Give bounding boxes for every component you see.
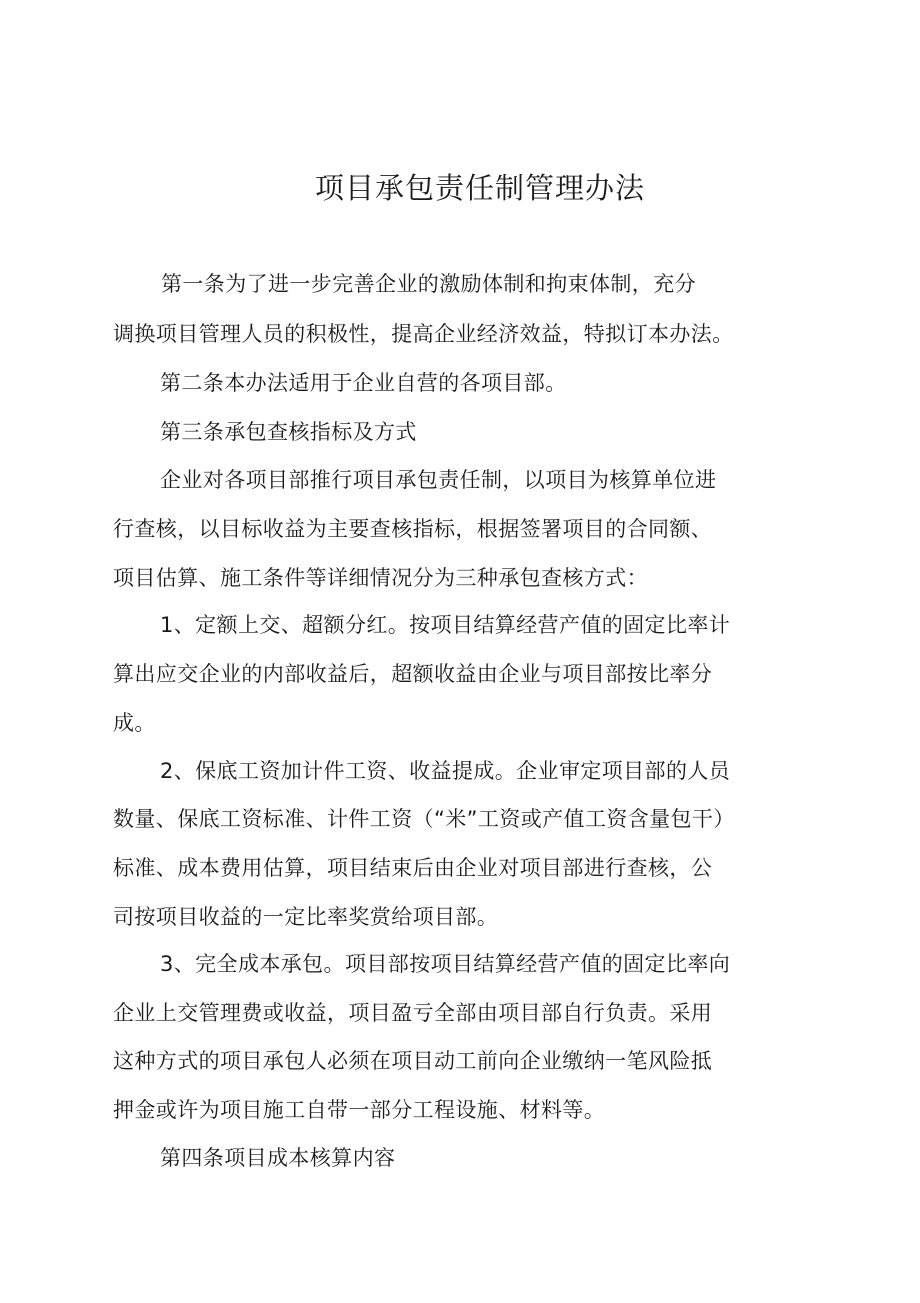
article-1-line-1: 第一条为了进一步完善企业的激励体制和拘束体制，充分 (161, 272, 696, 296)
article-2-line: 第二条本办法适用于企业自营的各项目部。 (160, 371, 567, 395)
article-3-para-line-1: 企业对各项目部推行项目承包责任制，以项目为核算单位进 (160, 468, 717, 492)
article-3-heading: 第三条承包查核指标及方式 (160, 420, 417, 444)
method-2-line-1: 2、保底工资加计件工资、收益提成。企业审定项目部的人员 (160, 759, 731, 783)
method-3-line-4: 押金或许为项目施工自带一部分工程设施、材料等。 (113, 1098, 606, 1122)
article-1-line-2: 调换项目管理人员的积极性，提高企业经济效益，特拟订本办法。 (113, 322, 734, 346)
method-2-line-4: 司按项目收益的一定比率奖赏给项目部。 (113, 905, 499, 929)
method-2-line-2: 数量、保底工资标准、计件工资（“米”工资或产值工资含量包干） (113, 807, 735, 831)
method-3-line-2: 企业上交管理费或收益，项目盈亏全部由项目部自行负责。采用 (113, 1001, 713, 1025)
method-3-line-3: 这种方式的项目承包人必须在项目动工前向企业缴纳一笔风险抵 (113, 1049, 713, 1073)
method-1-line-2: 算出应交企业的内部收益后，超额收益由企业与项目部按比率分 (113, 662, 713, 686)
method-2-line-3: 标准、成本费用估算，项目结束后由企业对项目部进行查核，公 (113, 856, 713, 880)
document-title: 项目承包责任制管理办法 (314, 171, 645, 205)
method-1-line-1: 1、定额上交、超额分红。按项目结算经营产值的固定比率计 (160, 613, 731, 637)
method-3-line-1: 3、完全成本承包。项目部按项目结算经营产值的固定比率向 (160, 952, 731, 976)
method-1-line-3: 成。 (113, 711, 156, 735)
article-3-para-line-2: 行查核，以目标收益为主要查核指标，根据签署项目的合同额、 (113, 517, 713, 541)
article-4-heading: 第四条项目成本核算内容 (160, 1146, 396, 1170)
article-3-para-line-3: 项目估算、施工条件等详细情况分为三种承包查核方式： (113, 566, 648, 590)
